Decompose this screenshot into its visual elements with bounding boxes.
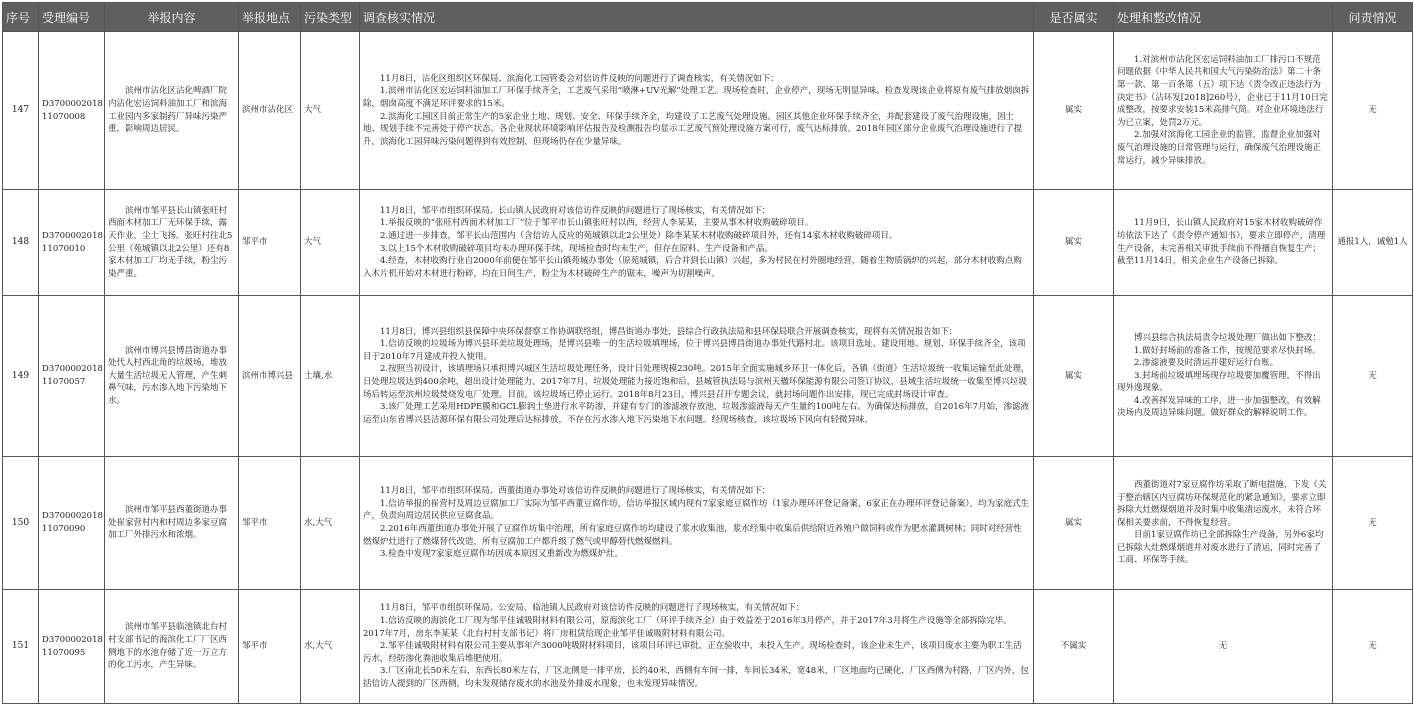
row-handling-cell: 无 [1114,590,1333,704]
row-type-cell: 大气 [301,190,360,296]
investigation-paragraph: 1.举报反映的“张旺村西面木材加工厂”位于邹平市长山镇张旺村以西，经营人李某某，主要从事木材收购破碎项目。 [380,218,814,229]
handling-paragraph: 4.改善挥发异味的工序，进一步加强整改，有效解决场内及周边异味问题。做好群众的解释说明工作。 [1117,395,1321,419]
handling-paragraph: 博兴县综合执法局责令垃圾处理厂做出如下整改： [1134,332,1322,343]
row-seq-cell: 151 [3,590,39,704]
row-type-cell: 水,大气 [301,590,360,704]
row-location-cell: 邹平市 [239,457,301,590]
row-verified-cell: 不属实 [1034,590,1114,704]
row-investigation-cell [360,190,1034,296]
row-content-cell: 滨州市邹平县长山镇张旺村西面木材加工厂无环保手续，露天作业，尘土飞扬。张旺村往北5公里（苑城镇以北2公里）还有8家木材加工厂均无手续，粉尘污染严重。 [105,190,239,296]
row-location-cell: 滨州市博兴县 [239,296,301,457]
row-seq-cell: 150 [3,457,39,590]
row-verified-cell: 属实 [1034,32,1114,190]
row-seq-cell: 149 [3,296,39,457]
handling-paragraph: 西董街道对7家豆腐作坊采取了断电措施，下发《关于整治辖区内豆腐坊环保规范化的紧急通知》，要求立即拆除大灶燃煤烟道并及时集中收集清运废水，未符合环保相关要求前，不得恢复经营。 [1117,479,1327,528]
table-row [3,190,1413,296]
header-handling: 处理和整改情况 [1114,3,1333,32]
investigation-paragraph: 1.信访举报的崔营村及周边豆腐加工厂实际为邹平西董豆腐作坊，信访举报区域内现有7家家庭豆腐作坊（1家办理环评登记备案，6家正在办理环评登记备案），均为家庭式生产，负责向周边居民供应豆腐食品。 [363,498,1030,522]
investigation-paragraph: 2.按照当初设计，该填埋场只承担博兴城区生活垃圾处理任务，设计日处理规模230吨。2015年全面实施城乡环卫一体化后，各镇（街道）生活垃圾统一收集运输至此处理，日处理垃圾达到400余吨，超出设计处理能力。2017年7月，垃圾处理能力接近饱和后，县城管执法局与滨州天楹环保能源有限公司签订协议，县域生活垃圾统一收集至博兴垃圾场后转运至滨州垃圾焚烧发电厂处理。目前，该垃圾场已停止运行。2018年8月23日，博兴县召开专题会议，就封场问题作出安排，现已完成封场设计审查。 [363,364,1030,400]
investigation-paragraph: 2.通过进一步排查，邹平长山范围内（含信访人反应的苑城镇以北2公里处）除李某某木材收购破碎项目外，还有14家木材收购破碎项目。 [380,230,898,241]
header-verified: 是否属实 [1034,3,1114,32]
investigation-paragraph: 11月8日，沾化区组织区环保局、滨海化工园管委会对信访件反映的问题进行了调查核实，有关情况如下： [380,73,779,84]
handling-paragraph: 2.加强对滨海化工园企业的监管，监督企业加强对废气治理设施的日常管理与运行，确保废气治理设施正常运行，减少异味排放。 [1117,130,1322,166]
handling-paragraph: 3.封场前垃圾填埋场现存垃圾要加覆管理，不得出现外逸现象。 [1117,370,1321,394]
handling-paragraph: 2.渗滤液要及时清运并建好运行台账。 [1134,358,1279,369]
row-verified-cell: 属实 [1034,296,1114,457]
investigation-paragraph: 11月8日，邹平市组织环保局、西董街道办事处对该信访件反映的问题进行了现场核实，有关情况如下： [380,486,771,497]
row-handling-cell [1114,32,1333,190]
handling-paragraph: 1.对滨州市沾化区宏运饲料油加工厂排污口不规范问题依据《中华人民共和国大气污染防治法》第二十条第一款、第一百条第（五）项下达《责令改正违法行为决定书》（沾环发[2018]260号），企业已于11月10日完成整改，按要求安装15米高排气筒。对企业环境违法行为已立案，处罚2万元。 [1117,54,1328,128]
header-location: 举报地点 [239,3,301,32]
investigation-paragraph: 11月8日，博兴县组织县保障中央环保督察工作协调联络组，博昌街道办事处，县综合行政执法局和县环保局联合开展调查核实，现将有关情况报告如下： [380,326,958,337]
table-header-row [3,3,1413,32]
row-seq-cell: 147 [3,32,39,190]
row-id-cell: D3700002018 11070008 [39,32,105,190]
investigation-paragraph: 11月8日，邹平市组织环保局、长山镇人民政府对该信访件反映的问题进行了现场核实，有关情况如下： [380,205,771,216]
investigation-paragraph: 2.滨海化工园区目前正常生产的5家企业土地、规划、安全、环保手续齐全，均建设了工艺废气处理设施。园区其他企业环保手续齐全，并配套建设了废气治理设施，因土地、规划手续不完善处于停产状态。各企业现状环境影响评估报告及检测报告均显示工艺废气预处理设施方案可行，废气达标排放。2018年园区部分企业废气治理设施进行了提升，滨海化工园异味污染问题得到有效控制，但现场仍存在少量异味。 [363,111,1023,147]
investigation-paragraph: 1.信访反映的海滨化工厂现为邹平佳诚吸附材料有限公司，原海滨化工厂（环评手续齐全）由于效益差于2016年3月停产，并于2017年3月将生产设施等全部拆除完毕。2017年7月，房东李某某（北台村村支部书记）将厂房租赁给现企业邹平佳诚吸附材料有限公司。 [363,616,1012,639]
row-content-cell: 滨州市邹平县临池镇北台村村支部书记的海滨化工厂厂区西侧地下的水池存储了近一万立方的化工污水，产生异味。 [105,590,239,704]
handling-paragraph: 11月9日，长山镇人民政府对15家木材收购破碎作坊依法下达了《责令停产通知书》，要求立即停产，清理生产设备，未完善相关审批手续前不得擅自恢复生产；截至11月14日，相关企业生产设备已拆除。 [1117,218,1326,267]
investigation-paragraph: 2.邹平佳诚吸附材料有限公司主要从事年产3000吨吸附材料项目，该项目环评已审批，正在验收中，未投入生产。现场检查时，该企业未生产，该项目废水主要为职工生活污水，经防渗化粪池收集后堆肥使用。 [363,641,1022,664]
complaint-table [2,2,1413,704]
row-accountability-cell: 无 [1333,457,1413,590]
investigation-paragraph: 3.厂区南北长50米左右，东西长80米左右，厂区北侧是一排平房，长约40米，西侧有车间一排，车间长34米，宽48米，厂区地面均已硬化，厂区西侧为村路，厂区内外，包括信访人提到的厂区西侧，均未发现储存废水的水池及外排废水现象，也未发现异味情况。 [363,666,1029,689]
investigation-paragraph: 1.信访反映的垃圾场为博兴县环美垃圾处理场，是博兴县唯一的生活垃圾填埋场，位于博兴县博昌街道办事处代路村北。该项目选址、建设用地、规划、环保手续齐全，该项目于2010年7月建成并投入使用。 [363,339,1026,362]
investigation-paragraph: 3.该厂处理工艺采用HDPE膜和GCL膨润土垫进行水平防渗，并建有专门的渗滤液存放池，垃圾渗滤液每天产生量约100吨左右。为确保达标排放，自2016年7月始，渗滤液运至山东省博兴县洁源环保有限公司处理后达标排放，不存在污水渗入地下污染地下水问题。经现场核查，该垃圾场下风向有轻微异味。 [363,402,1029,425]
row-location-cell: 邹平市 [239,190,301,296]
investigation-paragraph: 1.滨州市沾化区宏运饲料油加工厂环保手续齐全，工艺废气采用“喷淋+UV光解”处理工艺。现场检查时，企业停产，现场无明显异味。检查发现该企业将原有废气排放烟囱拆除，烟囱高度不满足环评要求的15米。 [363,86,1030,109]
row-investigation-cell [360,590,1034,704]
row-investigation-cell [360,32,1034,190]
header-investigation: 调查核实情况 [360,3,1034,32]
row-accountability-cell: 通报1人，诫勉1人 [1333,190,1413,296]
row-seq-cell: 148 [3,190,39,296]
row-location-cell: 邹平市 [239,590,301,704]
header-id: 受理编号 [39,3,105,32]
row-id-cell: D3700002018 11070095 [39,590,105,704]
row-verified-cell: 属实 [1034,190,1114,296]
investigation-paragraph: 4.经查，木材收购行业自2000年前便在邹平长山镇苑城办事处（原苑城镇，后合并到长山镇）兴起，多为村民在村外圈地经营，随着生物质锅炉的兴起，部分木材收购点购入木片机开始对木材进行粉碎，均在日间生产，粉尘为木材破碎生产的锯末，噪声为切割噪声。 [363,256,1022,279]
table-row [3,590,1413,704]
row-type-cell: 大气 [301,32,360,190]
row-investigation-cell [360,296,1034,457]
row-investigation-cell [360,457,1034,590]
header-seq: 序号 [3,3,39,32]
handling-paragraph: 1.做好封场前的准备工作，按规范要求尽快封场。 [1134,345,1321,356]
investigation-paragraph: 3.以上15个木材收购破碎项目均未办理环保手续，现场检查时均未生产，但存在原料、生产设备和产品。 [380,243,773,254]
row-id-cell: D3700002018 11070010 [39,190,105,296]
row-location-cell: 滨州市沾化区 [239,32,301,190]
row-content-cell: 滨州市博兴县博昌街道办事处代人村西北角的垃圾场，堆放大量生活垃圾无人管理，产生刺鼻气味，污水渗入地下污染地下水。 [105,296,239,457]
row-verified-cell: 属实 [1034,457,1114,590]
row-handling-cell [1114,190,1333,296]
row-accountability-cell: 无 [1333,32,1413,190]
header-accountability: 问责情况 [1333,3,1413,32]
row-handling-cell [1114,296,1333,457]
row-id-cell: D3700002018 11070090 [39,457,105,590]
row-handling-cell [1114,457,1333,590]
handling-paragraph: 目前1家豆腐作坊已全部拆除生产设备，另外6家均已拆除大灶燃煤烟道并对废水进行了清运，同时完善了工商、环保等手续。 [1117,530,1324,566]
table-row [3,32,1413,190]
row-content-cell: 滨州市沾化区沾化啤酒厂院内沾化宏运饲料油加工厂和滨海工业园内多家制药厂异味污染严重，影响周边居民。 [105,32,239,190]
row-id-cell: D3700002018 11070057 [39,296,105,457]
header-content: 举报内容 [105,3,239,32]
row-accountability-cell: 无 [1333,296,1413,457]
table-row [3,296,1413,457]
row-type-cell: 水,大气 [301,457,360,590]
investigation-paragraph: 2.2016年西董街道办事处开展了豆腐作坊集中治理，所有家庭豆腐作坊均建设了浆水收集池，浆水经集中收集后供给附近养殖户做饲料或作为肥水灌溉树林；同时对经营性燃煤炉灶进行了燃煤替代改造，所有豆腐加工户都升级了燃气或甲醇替代燃煤燃料。 [363,524,1022,547]
row-content-cell: 滨州市邹平县西董街道办事处崔家营村内和村周边多家豆腐加工厂外排污水和浓烟。 [105,457,239,590]
investigation-paragraph: 3.检查中发现7家家庭豆腐作坊因成本原因又重新改为燃煤炉灶。 [380,549,624,560]
investigation-paragraph: 11月8日，邹平市组织环保局、公安局、临池镇人民政府对该信访件反映的问题进行了现场核实，有关情况如下： [380,603,805,614]
header-type: 污染类型 [301,3,360,32]
row-accountability-cell: 无 [1333,590,1413,704]
row-type-cell: 土壤,水 [301,296,360,457]
table-row [3,457,1413,590]
